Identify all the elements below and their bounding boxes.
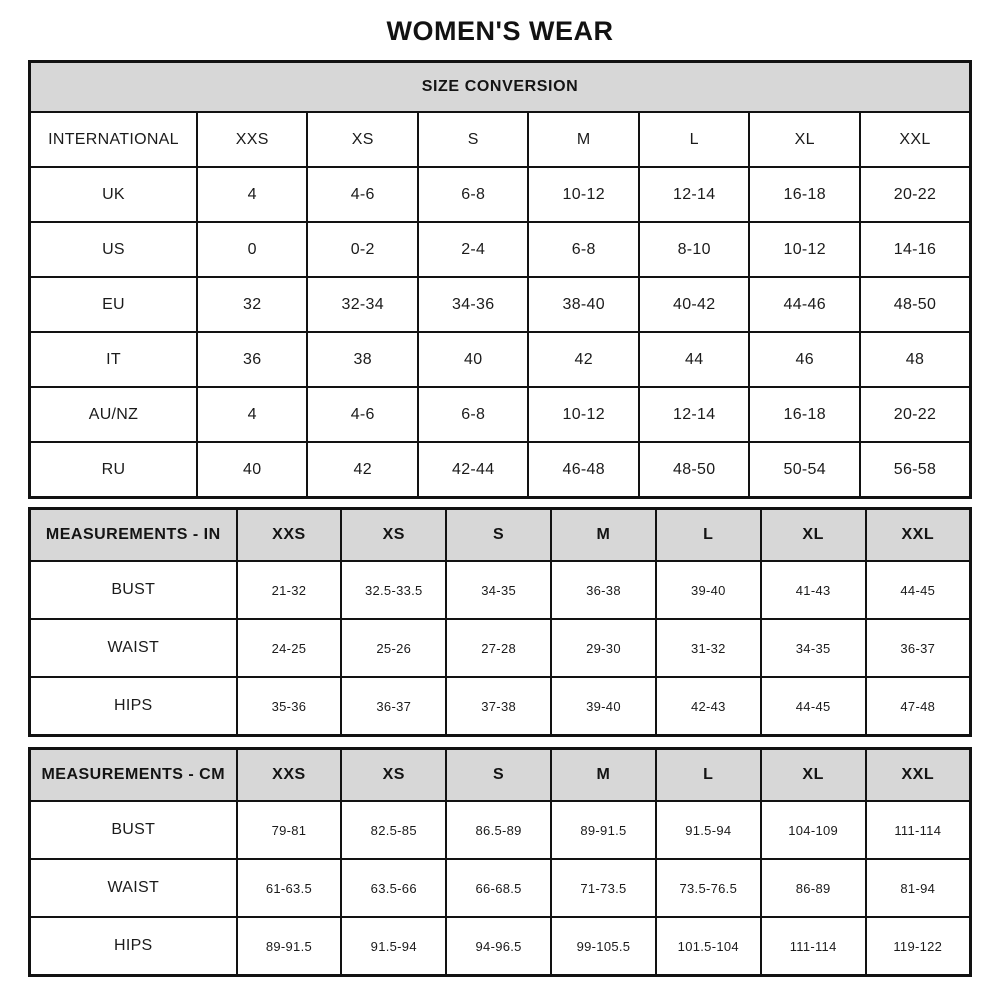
cell-value: 48 <box>860 332 971 387</box>
cell-value: 35-36 <box>237 677 342 736</box>
table-row <box>30 801 971 859</box>
cell-value: 32-34 <box>307 277 418 332</box>
table-label-header: INTERNATIONAL <box>30 112 197 167</box>
column-header-row <box>30 112 971 167</box>
cell-value: 86.5-89 <box>446 801 551 859</box>
size-column-header: M <box>551 749 656 802</box>
cell-value: 10-12 <box>528 387 639 442</box>
cell-value: 119-122 <box>866 917 971 976</box>
cell-value: 42 <box>307 442 418 498</box>
cell-value: 63.5-66 <box>341 859 446 917</box>
table-row <box>30 222 971 277</box>
cell-value: 8-10 <box>639 222 750 277</box>
size-column-header: XS <box>341 509 446 562</box>
cell-value: 89-91.5 <box>237 917 342 976</box>
size-column-header: XXS <box>197 112 308 167</box>
size-column-header: XXL <box>860 112 971 167</box>
size-column-header: XS <box>341 749 446 802</box>
cell-value: 111-114 <box>866 801 971 859</box>
cell-value: 44-45 <box>761 677 866 736</box>
size-column-header: S <box>418 112 529 167</box>
size-conversion-table <box>28 60 972 499</box>
cell-value: 0 <box>197 222 308 277</box>
cell-value: 34-35 <box>446 561 551 619</box>
cell-value: 4 <box>197 387 308 442</box>
cell-value: 66-68.5 <box>446 859 551 917</box>
size-column-header: XXS <box>237 749 342 802</box>
size-column-header: XS <box>307 112 418 167</box>
row-label: BUST <box>30 561 237 619</box>
cell-value: 14-16 <box>860 222 971 277</box>
cell-value: 81-94 <box>866 859 971 917</box>
cell-value: 79-81 <box>237 801 342 859</box>
size-column-header: M <box>528 112 639 167</box>
size-column-header: L <box>639 112 750 167</box>
row-label: US <box>30 222 197 277</box>
size-conversion-body <box>30 167 971 498</box>
size-column-header: S <box>446 749 551 802</box>
cell-value: 4-6 <box>307 387 418 442</box>
size-conversion-title: SIZE CONVERSION <box>30 62 971 113</box>
cell-value: 29-30 <box>551 619 656 677</box>
cell-value: 40 <box>197 442 308 498</box>
table-row <box>30 442 971 498</box>
row-label: BUST <box>30 801 237 859</box>
cell-value: 4 <box>197 167 308 222</box>
cell-value: 38 <box>307 332 418 387</box>
cell-value: 38-40 <box>528 277 639 332</box>
row-label: WAIST <box>30 619 237 677</box>
cell-value: 24-25 <box>237 619 342 677</box>
cell-value: 41-43 <box>761 561 866 619</box>
row-label: AU/NZ <box>30 387 197 442</box>
cell-value: 91.5-94 <box>341 917 446 976</box>
cell-value: 50-54 <box>749 442 860 498</box>
cell-value: 56-58 <box>860 442 971 498</box>
measurements-in-body <box>30 561 971 736</box>
size-column-header: L <box>656 509 761 562</box>
cell-value: 48-50 <box>639 442 750 498</box>
cell-value: 89-91.5 <box>551 801 656 859</box>
size-column-header: XXL <box>866 509 971 562</box>
cell-value: 25-26 <box>341 619 446 677</box>
cell-value: 46 <box>749 332 860 387</box>
table-row <box>30 619 971 677</box>
cell-value: 16-18 <box>749 387 860 442</box>
column-header-row <box>30 509 971 562</box>
table-row <box>30 859 971 917</box>
cell-value: 2-4 <box>418 222 529 277</box>
size-column-header: S <box>446 509 551 562</box>
size-column-header: XXS <box>237 509 342 562</box>
table-row <box>30 677 971 736</box>
cell-value: 40-42 <box>639 277 750 332</box>
cell-value: 34-35 <box>761 619 866 677</box>
cell-value: 82.5-85 <box>341 801 446 859</box>
cell-value: 12-14 <box>639 387 750 442</box>
cell-value: 36-37 <box>866 619 971 677</box>
cell-value: 6-8 <box>418 167 529 222</box>
cell-value: 0-2 <box>307 222 418 277</box>
cell-value: 94-96.5 <box>446 917 551 976</box>
cell-value: 111-114 <box>761 917 866 976</box>
cell-value: 6-8 <box>528 222 639 277</box>
cell-value: 42 <box>528 332 639 387</box>
table-row <box>30 387 971 442</box>
cell-value: 47-48 <box>866 677 971 736</box>
column-header-row <box>30 749 971 802</box>
row-label: IT <box>30 332 197 387</box>
size-column-header: XL <box>761 509 866 562</box>
cell-value: 21-32 <box>237 561 342 619</box>
table-row <box>30 917 971 976</box>
cell-value: 40 <box>418 332 529 387</box>
page-title: WOMEN'S WEAR <box>386 16 614 46</box>
cell-value: 36 <box>197 332 308 387</box>
size-column-header: XL <box>761 749 866 802</box>
cell-value: 20-22 <box>860 167 971 222</box>
size-column-header: L <box>656 749 761 802</box>
size-column-header: M <box>551 509 656 562</box>
cell-value: 48-50 <box>860 277 971 332</box>
cell-value: 34-36 <box>418 277 529 332</box>
cell-value: 36-37 <box>341 677 446 736</box>
row-label: HIPS <box>30 677 237 736</box>
cell-value: 42-43 <box>656 677 761 736</box>
cell-value: 32 <box>197 277 308 332</box>
cell-value: 27-28 <box>446 619 551 677</box>
row-label: WAIST <box>30 859 237 917</box>
table-label-header: MEASUREMENTS - CM <box>30 749 237 802</box>
row-label: RU <box>30 442 197 498</box>
cell-value: 39-40 <box>551 677 656 736</box>
cell-value: 99-105.5 <box>551 917 656 976</box>
cell-value: 46-48 <box>528 442 639 498</box>
row-label: HIPS <box>30 917 237 976</box>
table-row <box>30 277 971 332</box>
cell-value: 104-109 <box>761 801 866 859</box>
row-label: EU <box>30 277 197 332</box>
cell-value: 10-12 <box>528 167 639 222</box>
cell-value: 61-63.5 <box>237 859 342 917</box>
size-column-header: XL <box>749 112 860 167</box>
measurements-cm-body <box>30 801 971 976</box>
measurements-in-table <box>28 507 972 737</box>
cell-value: 44-46 <box>749 277 860 332</box>
size-column-header: XXL <box>866 749 971 802</box>
table-row <box>30 332 971 387</box>
cell-value: 16-18 <box>749 167 860 222</box>
table-banner-row <box>30 62 971 113</box>
cell-value: 44-45 <box>866 561 971 619</box>
cell-value: 42-44 <box>418 442 529 498</box>
cell-value: 6-8 <box>418 387 529 442</box>
row-label: UK <box>30 167 197 222</box>
cell-value: 31-32 <box>656 619 761 677</box>
cell-value: 32.5-33.5 <box>341 561 446 619</box>
cell-value: 20-22 <box>860 387 971 442</box>
cell-value: 73.5-76.5 <box>656 859 761 917</box>
cell-value: 36-38 <box>551 561 656 619</box>
cell-value: 101.5-104 <box>656 917 761 976</box>
cell-value: 10-12 <box>749 222 860 277</box>
table-row <box>30 561 971 619</box>
cell-value: 91.5-94 <box>656 801 761 859</box>
cell-value: 44 <box>639 332 750 387</box>
measurements-cm-table <box>28 747 972 977</box>
cell-value: 86-89 <box>761 859 866 917</box>
cell-value: 4-6 <box>307 167 418 222</box>
cell-value: 39-40 <box>656 561 761 619</box>
cell-value: 12-14 <box>639 167 750 222</box>
table-row <box>30 167 971 222</box>
cell-value: 37-38 <box>446 677 551 736</box>
table-label-header: MEASUREMENTS - IN <box>30 509 237 562</box>
cell-value: 71-73.5 <box>551 859 656 917</box>
